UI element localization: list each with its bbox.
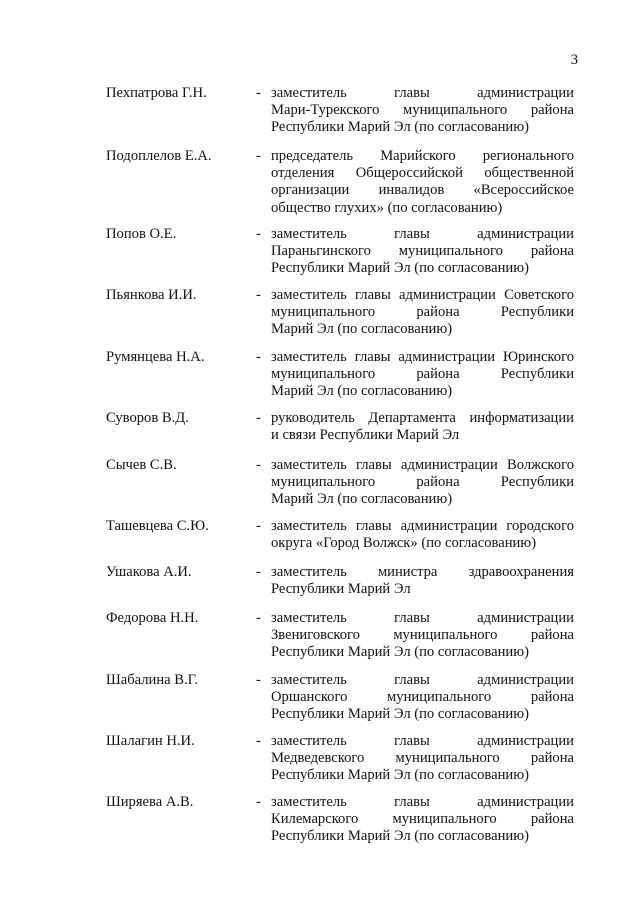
person-name: Шабалина В.Г. [106, 672, 199, 688]
description-line: отделения Общероссийской общественной [271, 165, 574, 182]
description-line: Медведевского муниципального района [271, 750, 574, 767]
description-line: Республики Марий Эл (по согласованию) [271, 260, 529, 277]
dash: - [256, 287, 261, 303]
description-line: и связи Республики Марий Эл [271, 427, 460, 444]
description-line: Марий Эл (по согласованию) [271, 321, 453, 338]
position-description [271, 410, 574, 444]
position-description [271, 610, 574, 662]
description-line: Республики Марий Эл (по согласованию) [271, 119, 529, 136]
dash: - [256, 733, 261, 749]
person-name: Подоплелов Е.А. [106, 148, 212, 164]
person-name: Румянцева Н.А. [106, 349, 205, 365]
description-line: руководитель Департамента информатизации [271, 410, 574, 426]
description-line: заместитель главы администрации городского [271, 518, 574, 534]
dash: - [256, 148, 261, 164]
position-description [271, 733, 574, 785]
dash: - [256, 226, 261, 242]
description-line: заместитель главы администрации Волжского [271, 457, 574, 473]
description-line: Республики Марий Эл (по согласованию) [271, 767, 529, 784]
position-description [271, 457, 574, 509]
description-line: организации инвалидов «Всероссийское [271, 182, 574, 199]
description-line: Республики Марий Эл [271, 581, 411, 598]
person-name: Попов О.Е. [106, 226, 177, 242]
person-name: Сычев С.В. [106, 457, 177, 473]
person-name: Ушакова А.И. [106, 564, 192, 580]
description-line: округа «Город Волжск» (по согласованию) [271, 535, 537, 552]
dash: - [256, 564, 261, 580]
description-line: Звениговского муниципального района [271, 627, 574, 644]
description-line: заместитель главы администрации [271, 610, 574, 626]
position-description [271, 349, 574, 401]
description-line: Республики Марий Эл (по согласованию) [271, 644, 529, 661]
description-line: заместитель главы администрации [271, 794, 574, 810]
position-description [271, 564, 574, 598]
person-name: Ширяева А.В. [106, 794, 194, 810]
dash: - [256, 610, 261, 626]
description-line: заместитель главы администрации [271, 226, 574, 242]
position-description [271, 148, 574, 217]
description-line: Республики Марий Эл (по согласованию) [271, 706, 529, 723]
dash: - [256, 410, 261, 426]
dash: - [256, 349, 261, 365]
person-name: Пьянкова И.И. [106, 287, 197, 303]
position-description [271, 518, 574, 552]
description-line: муниципального района Республики [271, 474, 574, 491]
description-line: Мари-Турекского муниципального района [271, 102, 574, 119]
person-name: Ташевцева С.Ю. [106, 518, 209, 534]
dash: - [256, 672, 261, 688]
person-name: Федорова Н.Н. [106, 610, 199, 626]
position-description [271, 672, 574, 724]
description-line: Килемарского муниципального района [271, 811, 574, 828]
dash: - [256, 518, 261, 534]
description-line: муниципального района Республики [271, 304, 574, 321]
person-name: Пехпатрова Г.Н. [106, 85, 207, 101]
page-number: 3 [570, 52, 578, 68]
position-description [271, 226, 574, 278]
description-line: заместитель главы администрации Советского [271, 287, 574, 303]
description-line: заместитель главы администрации [271, 85, 574, 101]
description-line: заместитель министра здравоохранения [271, 564, 574, 580]
description-line: заместитель главы администрации [271, 733, 574, 749]
position-description [271, 794, 574, 846]
description-line: Марий Эл (по согласованию) [271, 383, 453, 400]
dash: - [256, 794, 261, 810]
description-line: Параньгинского муниципального района [271, 243, 574, 260]
dash: - [256, 85, 261, 101]
description-line: Оршанского муниципального района [271, 689, 574, 706]
description-line: председатель Марийского регионального [271, 148, 574, 164]
description-line: заместитель главы администрации [271, 672, 574, 688]
position-description [271, 287, 574, 339]
description-line: Республики Марий Эл (по согласованию) [271, 828, 529, 845]
description-line: муниципального района Республики [271, 366, 574, 383]
position-description [271, 85, 574, 137]
person-name: Суворов В.Д. [106, 410, 189, 426]
dash: - [256, 457, 261, 473]
person-name: Шалагин Н.И. [106, 733, 195, 749]
description-line: заместитель главы администрации Юринского [271, 349, 574, 365]
description-line: Марий Эл (по согласованию) [271, 491, 453, 508]
description-line: общество глухих» (по согласованию) [271, 199, 503, 216]
